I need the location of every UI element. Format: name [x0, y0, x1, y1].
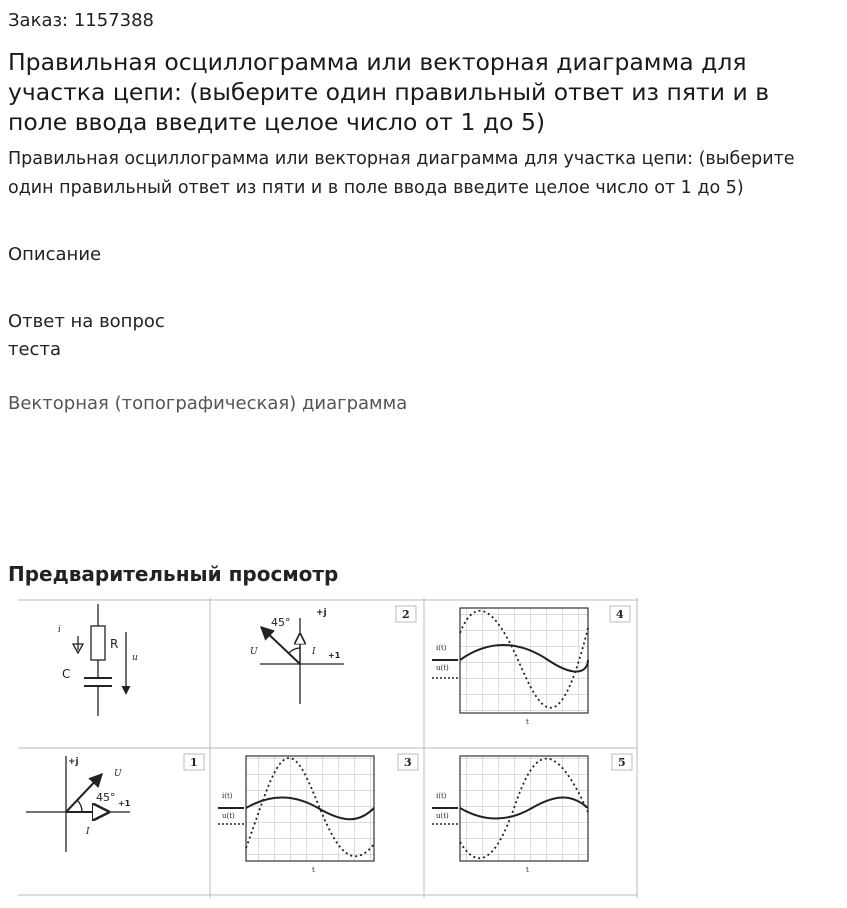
vec1-u: U — [114, 769, 122, 779]
order-line — [8, 10, 154, 31]
order-label: Заказ: — [8, 10, 69, 31]
cell-number-4: 4 — [616, 608, 624, 621]
osc-5-legend-bottom: u(t) — [436, 812, 449, 820]
order-number: 1157388 — [73, 10, 155, 31]
cell-number-3: 3 — [404, 756, 412, 769]
circuit-u-label: u — [132, 653, 138, 663]
cell-number-5: 5 — [618, 756, 626, 769]
circuit-r-label: R — [110, 637, 119, 651]
osc-3-legend-bottom: u(t) — [222, 812, 235, 820]
cell-number-1: 1 — [190, 756, 198, 769]
vec1-plus-j: +j — [68, 757, 79, 767]
vec2-plus-j: +j — [316, 608, 327, 618]
preview-image — [18, 598, 640, 898]
osc-3-legend-top: i(t) — [222, 792, 233, 800]
osc-3-t: t — [312, 866, 315, 874]
vec2-angle: 45° — [271, 616, 291, 629]
answer-label — [8, 308, 208, 364]
osc-3-grid — [246, 756, 374, 861]
vec2-u: U — [250, 647, 258, 657]
page-title: Правильная осциллограмма или векторная диаграмма для участка цепи: (выберите один правильный ответ из пяти и в поле ввода введите целое число от 1 до 5) — [8, 48, 770, 136]
circuit-diagram — [73, 604, 126, 716]
answer-label-line2: теста — [8, 339, 61, 360]
vec1-angle: 45° — [96, 791, 116, 804]
osc-4-grid — [460, 608, 588, 713]
osc-4-legend-bottom: u(t) — [436, 664, 449, 672]
osc-5-grid — [460, 756, 588, 861]
osc-4-legend-top: i(t) — [436, 644, 447, 652]
description-heading: Описание — [8, 244, 102, 265]
vector-diagram-2 — [260, 618, 344, 704]
answer-label-line1: Ответ на вопрос — [8, 311, 165, 332]
question-body: Правильная осциллограмма или векторная диаграмма для участка цепи: (выберите один правильный ответ из пяти и в поле ввода введите целое число от 1 до 5) — [8, 149, 795, 198]
circuit-c-label: C — [62, 667, 71, 681]
circuit-i-label: i — [58, 625, 61, 635]
osc-5-t: t — [526, 866, 529, 874]
cell-number-2: 2 — [402, 608, 410, 621]
resistor — [91, 626, 105, 660]
preview-heading: Предварительный просмотр — [8, 562, 339, 586]
osc-4-t: t — [526, 718, 529, 726]
vec1-plus-1: +1 — [118, 799, 131, 808]
answer-value: Векторная (топографическая) диаграмма — [8, 393, 408, 414]
vec2-plus-1: +1 — [328, 651, 341, 660]
osc-5-legend-top: i(t) — [436, 792, 447, 800]
vec1-i: I — [86, 827, 90, 837]
vec2-i: I — [312, 647, 316, 657]
